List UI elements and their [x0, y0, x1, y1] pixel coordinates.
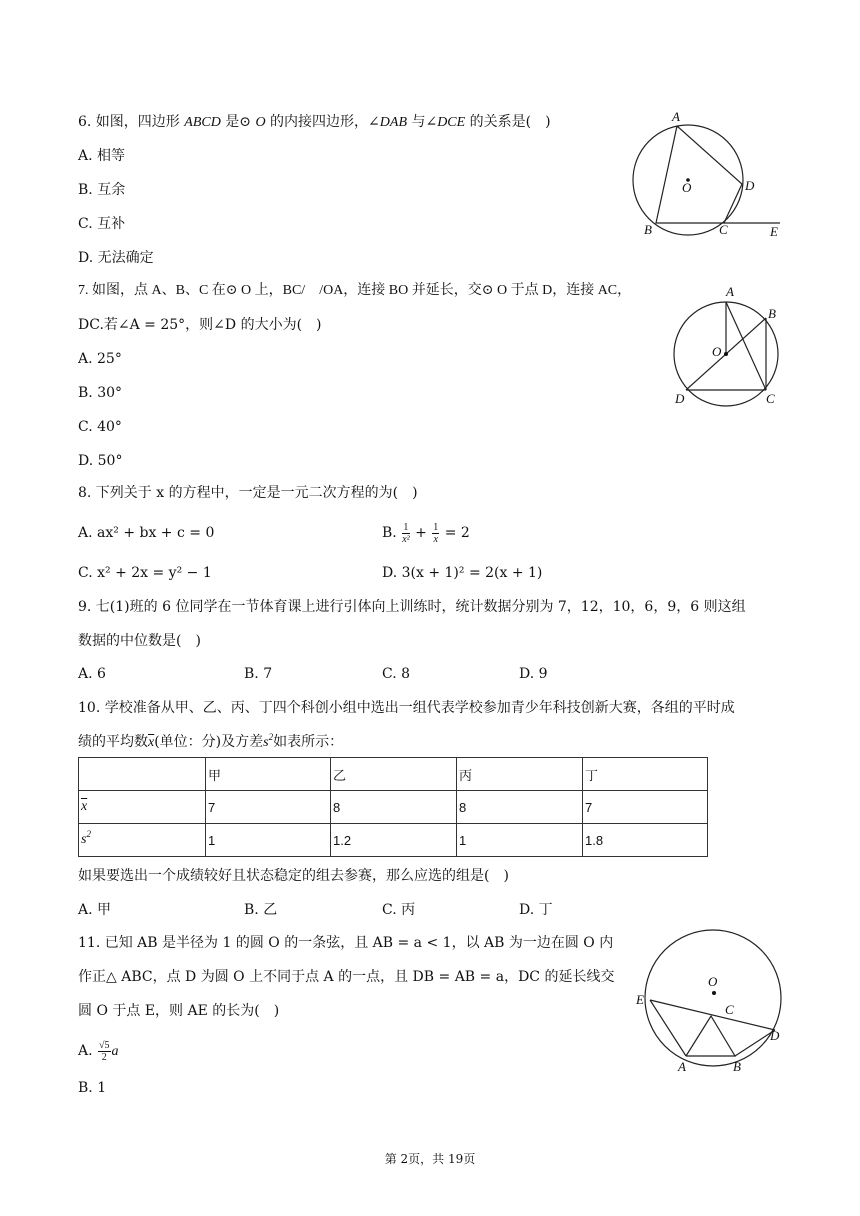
q10-table: [78, 757, 708, 857]
table-header-cell: [79, 758, 206, 791]
q7-stem-line2: DC.若∠A = 25°，则∠D 的大小为( ): [78, 317, 322, 333]
table-cell: 1.2: [331, 824, 457, 857]
q7-label-d: D: [675, 391, 685, 406]
q11-label-b: B: [733, 1059, 741, 1074]
q6-label-d: D: [745, 178, 755, 193]
q10-option-b: B. 乙: [244, 902, 278, 918]
q7-label-a: A: [726, 284, 734, 299]
q10-option-d: D. 丁: [519, 902, 553, 918]
table-row: [79, 824, 708, 857]
q11-label-a: A: [678, 1059, 686, 1074]
q7-option-a: A. 25°: [78, 351, 122, 367]
q6-label-a: A: [672, 110, 680, 124]
q11-frac: $\frac{√5}{2}$: [99, 1039, 110, 1063]
q11-stem-line2: 作正△ ABC，点 D 为圆 O 上不同于点 A 的一点，且 DB = AB = a，DC 的延长线交: [78, 969, 615, 985]
q9-stem-line1: 9. 七(1)班的 6 位同学在一节体育课上进行引体向上训练时，统计数据分别为 7，12，10，6，9，6 则这组: [78, 599, 746, 615]
table-cell: 1: [206, 824, 331, 857]
q7-label-c: C: [766, 391, 775, 406]
q8-option-a: A. ax² + bx + c = 0: [78, 525, 215, 541]
variance-symbol: $s^2$: [79, 824, 206, 857]
q10-question: 如果要选出一个成绩较好且状态稳定的组去参赛，那么应选的组是( ): [78, 868, 509, 884]
q11-label-e: E: [636, 992, 644, 1007]
q9-option-a: A. 6: [78, 666, 106, 682]
q6-stem: 6. 如图，四边形 ABCD 是⊙ O 的内接四边形，∠DAB 与∠DCE 的关系是( ): [78, 114, 551, 130]
table-cell: 7: [206, 791, 331, 824]
table-cell: 8: [457, 791, 583, 824]
q6-option-b: B. 互余: [78, 182, 126, 198]
q11-option-b: B. 1: [78, 1080, 107, 1096]
q9-stem-line2: 数据的中位数是( ): [78, 633, 201, 649]
q8-frac-2: $\frac{1}{x}$: [433, 521, 439, 545]
q11-stem-line1: 11. 已知 AB 是半径为 1 的圆 O 的一条弦，且 AB = a < 1，以 AB 为一边在圆 O 内: [78, 935, 614, 951]
table-cell: 1: [457, 824, 583, 857]
q7-label-o: O: [712, 344, 722, 359]
q9-option-d: D. 9: [519, 666, 548, 682]
q6-figure: [630, 110, 790, 242]
page-footer: 第 2页，共 19页: [384, 1152, 476, 1166]
q9-option-c: C. 8: [382, 666, 411, 682]
q6-label-c: C: [719, 222, 728, 237]
table-header-cell: 丙: [457, 758, 583, 791]
q8-option-b: B. $\frac{1}{\text{x²}}$ + $\frac{1}{x}$ = 2: [382, 521, 470, 545]
q8-option-d: D. 3(x + 1)² = 2(x + 1): [382, 565, 543, 581]
q8-option-c: C. x² + 2x = y² − 1: [78, 565, 212, 581]
q6-option-a: A. 相等: [78, 148, 126, 164]
q7-label-b: B: [768, 306, 776, 321]
q7-option-c: C. 40°: [78, 419, 122, 435]
table-header-cell: 丁: [583, 758, 708, 791]
table-header-cell: 甲: [206, 758, 331, 791]
table-row: [79, 791, 708, 824]
mean-symbol: $\overline{x}$: [79, 791, 206, 824]
q11-label-o: O: [708, 974, 718, 989]
q7-option-b: B. 30°: [78, 385, 123, 401]
q11-option-a: A. $\frac{√5}{2}$ a: [78, 1039, 119, 1063]
q10-stem-line2: 绩的平均数$\overline{x}$(单位：分)及方差$s^2$如表所示：: [78, 732, 344, 750]
q7-figure: [668, 282, 788, 408]
table-cell: 7: [583, 791, 708, 824]
q6-label-e: E: [770, 224, 778, 239]
table-row: [79, 758, 708, 791]
q11-label-d: D: [770, 1028, 780, 1043]
q6-label-b: B: [644, 222, 652, 237]
q9-option-b: B. 7: [244, 666, 273, 682]
q11-stem-line3: 圆 O 于点 E，则 AE 的长为( ): [78, 1003, 280, 1019]
q11-figure: [630, 928, 790, 1078]
q11-label-c: C: [725, 1002, 734, 1017]
q8-frac-1: $\frac{1}{\text{x²}}$: [402, 521, 410, 545]
q6-option-d: D. 无法确定: [78, 250, 154, 266]
q6-option-c: C. 互补: [78, 216, 126, 232]
table-header-cell: 乙: [331, 758, 457, 791]
table-cell: 8: [331, 791, 457, 824]
table-cell: 1.8: [583, 824, 708, 857]
q10-stem-line1: 10. 学校准备从甲、乙、丙、丁四个科创小组中选出一组代表学校参加青少年科技创新大赛，各组的平时成: [78, 700, 735, 716]
q6-label-o: O: [682, 180, 692, 195]
q7-stem-line1: 7. 如图，点 A、B、C 在⊙ O 上，BC/ /OA，连接 BO 并延长，交⊙ O 于点 D，连接 AC，: [78, 283, 632, 298]
q10-option-c: C. 丙: [382, 902, 416, 918]
q8-stem: 8. 下列关于 x 的方程中，一定是一元二次方程的为( ): [78, 485, 418, 501]
q10-option-a: A. 甲: [78, 902, 112, 918]
q7-option-d: D. 50°: [78, 453, 123, 469]
